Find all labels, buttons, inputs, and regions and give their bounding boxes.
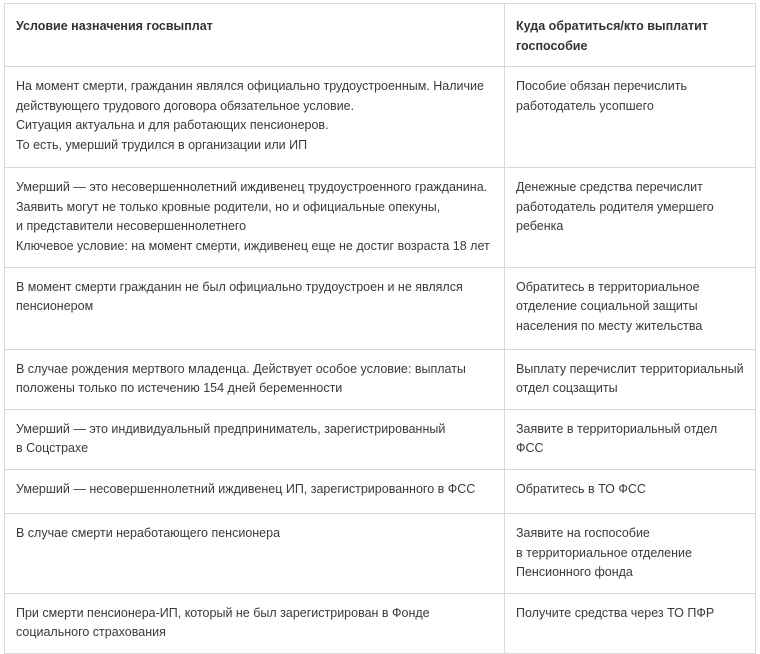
payer-line: Заявите в территориальный отдел — [516, 421, 718, 436]
table-row — [5, 168, 756, 267]
payer-line: Получите средства через ТО ПФР — [516, 605, 715, 620]
payer-line: ребенка — [516, 219, 564, 234]
payer-cell — [505, 267, 756, 349]
condition-line: пенсионером — [16, 299, 94, 314]
payer-line: Заявите на госпособие — [516, 525, 650, 540]
condition-line: То есть, умерший трудился в организации или ИП — [16, 137, 308, 152]
condition-line: При смерти пенсионера-ИП, который не был зарегистрирован в Фонде — [16, 605, 430, 620]
table-row — [5, 513, 756, 593]
payer-line: Обратитесь в ТО ФСС — [516, 481, 646, 496]
condition-line: В случае смерти неработающего пенсионера — [16, 525, 281, 540]
header-payer: Куда обратиться/кто выплатит госпособие — [505, 4, 756, 67]
payer-cell — [505, 513, 756, 593]
condition-cell — [5, 67, 505, 168]
condition-cell — [5, 349, 505, 409]
condition-line: Умерший — это индивидуальный предприниматель, зарегистрированный — [16, 421, 446, 436]
payer-line: Выплату перечислит территориальный — [516, 361, 744, 376]
condition-line: В случае рождения мертвого младенца. Действует особое условие: выплаты — [16, 361, 466, 376]
condition-line: В момент смерти гражданин не был официально трудоустроен и не являлся — [16, 279, 463, 294]
payer-line: Пособие обязан перечислить — [516, 79, 687, 94]
table-row — [5, 593, 756, 653]
payer-line: работодатель усопшего — [516, 98, 654, 113]
payer-line: отделение социальной защиты — [516, 299, 698, 314]
condition-cell — [5, 593, 505, 653]
condition-line: Умерший — это несовершеннолетний иждивенец трудоустроенного гражданина. — [16, 180, 488, 195]
payer-line: Денежные средства перечислит — [516, 180, 703, 195]
condition-line: и представители несовершеннолетнего — [16, 219, 247, 234]
payer-line: Обратитесь в территориальное — [516, 279, 700, 294]
benefits-table — [4, 3, 756, 654]
payer-line: работодатель родителя умершего — [516, 199, 714, 214]
payer-cell — [505, 168, 756, 267]
payer-cell — [505, 593, 756, 653]
payer-line: в территориальное отделение — [516, 545, 692, 560]
condition-line: социального страхования — [16, 625, 166, 640]
condition-line: Ситуация актуальна и для работающих пенсионеров. — [16, 118, 329, 133]
table-row — [5, 349, 756, 409]
payer-line: ФСС — [516, 441, 544, 456]
condition-cell — [5, 267, 505, 349]
header-condition: Условие назначения госвыплат — [5, 4, 505, 67]
table-row — [5, 469, 756, 513]
table-body — [5, 67, 756, 654]
condition-line: Заявить могут не только кровные родители, но и официальные опекуны, — [16, 199, 441, 214]
condition-line: На момент смерти, гражданин являлся официально трудоустроенным. Наличие — [16, 79, 484, 94]
table-header-row — [5, 4, 756, 67]
payer-line: отдел соцзащиты — [516, 381, 618, 396]
payer-cell — [505, 469, 756, 513]
payer-cell — [505, 349, 756, 409]
payer-cell — [505, 67, 756, 168]
table-row — [5, 267, 756, 349]
condition-line: Ключевое условие: на момент смерти, иждивенец еще не достиг возраста 18 лет — [16, 238, 490, 253]
payer-line: населения по месту жительства — [516, 318, 703, 333]
condition-cell — [5, 409, 505, 469]
payer-line: Пенсионного фонда — [516, 565, 633, 580]
condition-line: действующего трудового договора обязательное условие. — [16, 98, 355, 113]
table-row — [5, 409, 756, 469]
condition-cell — [5, 168, 505, 267]
table-row — [5, 67, 756, 168]
condition-cell — [5, 513, 505, 593]
condition-cell — [5, 469, 505, 513]
condition-line: положены только по истечению 154 дней беременности — [16, 381, 343, 396]
payer-cell — [505, 409, 756, 469]
condition-line: Умерший — несовершеннолетний иждивенец ИП, зарегистрированного в ФСС — [16, 481, 476, 496]
condition-line: в Соцстрахе — [16, 441, 89, 456]
